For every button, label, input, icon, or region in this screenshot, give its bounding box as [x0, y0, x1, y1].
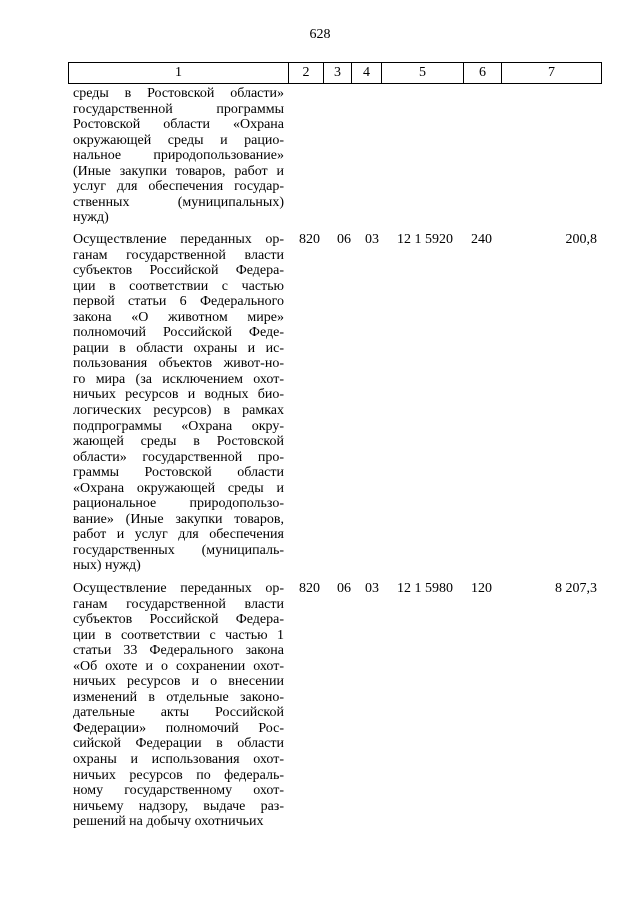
description-line: ничьих ресурсов и водных био-: [73, 387, 284, 403]
description-line: (Иные закупки товаров, работ и: [73, 163, 284, 179]
description-line: субъектов Российской Федера-: [73, 263, 284, 279]
description-line: государственной программы: [73, 101, 284, 117]
description-line: ничьему надзору, выдаче раз-: [73, 798, 284, 814]
row-description: [73, 232, 284, 574]
description-line: ции в соответствии с частью: [73, 278, 284, 294]
description-line: граммы Ростовской области: [73, 465, 284, 481]
description-line: Ростовской области «Охрана: [73, 117, 284, 133]
description-line: нальное природопользование»: [73, 148, 284, 164]
description-line: окружающей среды и рацио-: [73, 132, 284, 148]
description-line: ничьих ресурсов и о внесении: [73, 674, 284, 690]
header-col-1: 1: [69, 63, 289, 83]
description-line: первой статьи 6 Федерального: [73, 294, 284, 310]
description-line: ничьих ресурсов по федераль-: [73, 767, 284, 783]
cell-subsection: 03: [365, 581, 379, 596]
description-line: услуг для обеспечения государ-: [73, 179, 284, 195]
cell-amount: 200,8: [565, 232, 597, 247]
cell-ministry: 820: [299, 581, 320, 596]
header-col-5: 5: [382, 63, 464, 83]
header-col-4: 4: [352, 63, 382, 83]
cell-section: 06: [337, 581, 351, 596]
description-line: государственных (муниципаль-: [73, 542, 284, 558]
description-line: пользования объектов живот-но-: [73, 356, 284, 372]
description-line: ственных (муниципальных): [73, 194, 284, 210]
description-line: Осуществление переданных ор-: [73, 581, 284, 596]
description-line: области» государственной про-: [73, 449, 284, 465]
header-col-6: 6: [464, 63, 502, 83]
description-line: среды в Ростовской области»: [73, 86, 284, 101]
description-line: Федерации» полномочий Рос-: [73, 720, 284, 736]
description-line: статьи 33 Федерального закона: [73, 643, 284, 659]
description-line: охраны и использования охот-: [73, 752, 284, 768]
cell-ministry: 820: [299, 232, 320, 247]
description-line: работ и услуг для обеспечения: [73, 527, 284, 543]
row-description: [73, 86, 284, 226]
description-line: полномочий Российской Феде-: [73, 325, 284, 341]
description-line: ганам государственной власти: [73, 596, 284, 612]
description-line: дательные акты Российской: [73, 705, 284, 721]
description-line: ных) нужд): [73, 558, 141, 574]
description-line: Осуществление переданных ор-: [73, 232, 284, 247]
cell-amount: 8 207,3: [555, 581, 597, 596]
header-col-7: 7: [548, 65, 555, 80]
description-line: изменений в отдельные законо-: [73, 689, 284, 705]
description-line: подпрограммы «Охрана окру-: [73, 418, 284, 434]
description-line: решений на добычу охотничьих: [73, 814, 264, 830]
description-line: вание» (Иные закупки товаров,: [73, 511, 284, 527]
cell-expense-type: 120: [471, 581, 492, 596]
description-line: «Охрана окружающей среды и: [73, 480, 284, 496]
description-line: ции в соответствии с частью 1: [73, 627, 284, 643]
cell-target: 12 1 5980: [397, 581, 453, 596]
description-line: логических ресурсов) в рамках: [73, 403, 284, 419]
table-header-row: [68, 62, 602, 84]
header-col-2: 2: [289, 63, 324, 83]
cell-subsection: 03: [365, 232, 379, 247]
description-line: жающей среды в Ростовской: [73, 434, 284, 450]
description-line: го мира (за исключением охот-: [73, 371, 284, 387]
header-col-3: 3: [324, 63, 352, 83]
description-line: субъектов Российской Федера-: [73, 612, 284, 628]
page-number: 628: [309, 27, 331, 42]
row-description: [73, 581, 284, 830]
description-line: рациональное природопользо-: [73, 496, 284, 512]
description-line: «Об охоте и о сохранении охот-: [73, 658, 284, 674]
description-line: рации в области охраны и ис-: [73, 340, 284, 356]
cell-target: 12 1 5920: [397, 232, 453, 247]
description-line: сийской Федерации в области: [73, 736, 284, 752]
description-line: ганам государственной власти: [73, 247, 284, 263]
cell-section: 06: [337, 232, 351, 247]
cell-expense-type: 240: [471, 232, 492, 247]
description-line: нужд): [73, 210, 109, 226]
description-line: ному государственному охот-: [73, 783, 284, 799]
description-line: закона «О животном мире»: [73, 309, 284, 325]
